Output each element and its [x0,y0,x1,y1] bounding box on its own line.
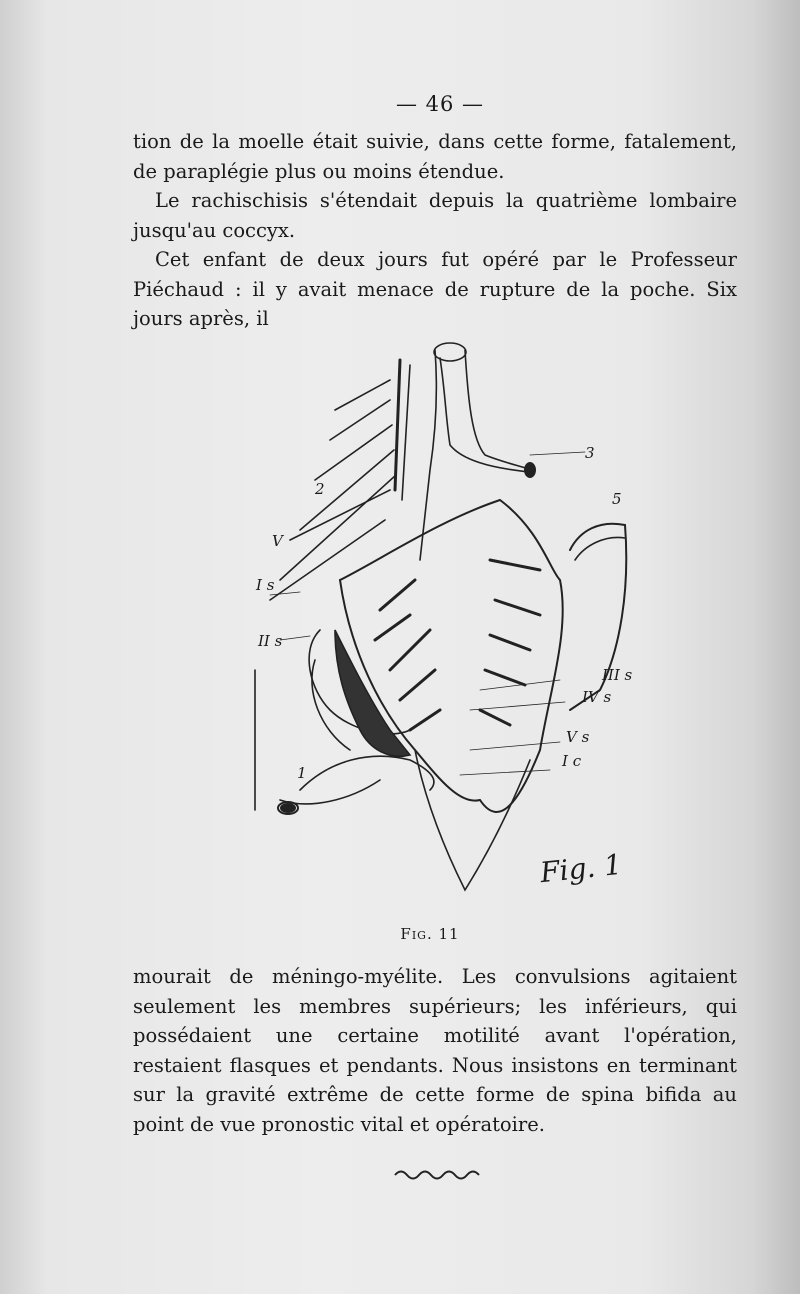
figure-label-ivs: IV s [582,688,612,706]
figure-handwritten-label: Fig. 1 [538,847,624,890]
figure-label-1: 1 [297,764,307,782]
figure-label-iiis: III s [602,666,633,684]
top-text-block [133,127,737,334]
figure-label-2: 2 [315,480,325,498]
bottom-text-block [133,962,737,1139]
figure-label-iis: II s [258,632,283,650]
figure-label-is: I s [256,576,275,594]
end-ornament [393,1166,483,1182]
page-number: — 46 — [395,92,485,116]
paragraph-3: Cet enfant de deux jours fut opéré par le Professeur Piéchaud : il y avait menace de rupture de la poche. Six jours après, il [133,248,737,330]
figure-label-3: 3 [585,444,595,462]
figure-label-5: 5 [612,490,622,508]
spine-illustration [240,330,660,910]
figure-label-v: V [272,532,283,550]
paragraph-2: Le rachischisis s'étendait depuis la quatrième lombaire jusqu'au coccyx. [133,189,737,242]
figure-label-ic: I c [562,752,582,770]
figure-label-vs: V s [566,728,590,746]
figure-caption: Fig. 11 [400,925,460,943]
paragraph-4: mourait de méningo-myélite. Les convulsions agitaient seulement les membres supérieurs; les inférieurs, qui possédaient une certaine motilité avant l'opération, restaient flasques et pendants. Nous insistons en terminant sur la gravité extrême de cette forme de spina bifida au point de vue pronostic vital et opératoire. [133,965,737,1136]
anatomical-figure [240,330,660,910]
paragraph-1: tion de la moelle était suivie, dans cette forme, fatalement, de paraplégie plus ou moins étendue. [133,130,737,183]
